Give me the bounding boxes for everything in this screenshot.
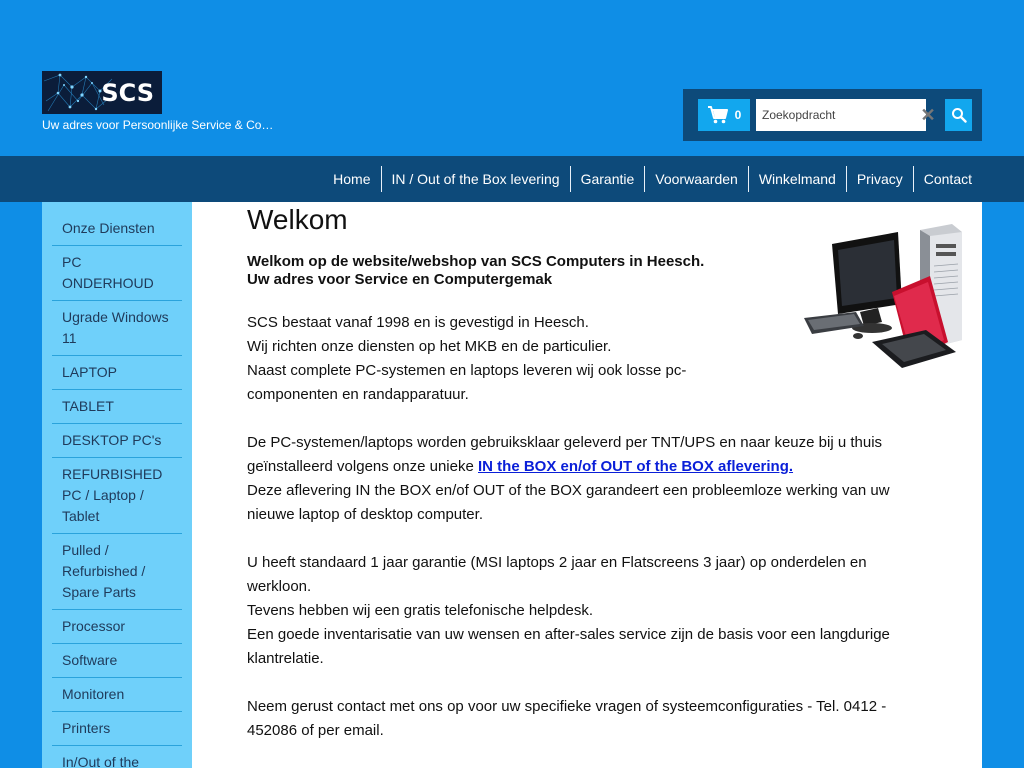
sidebar-item-in-out-box[interactable]: In/Out of the: [52, 746, 182, 768]
cart-button[interactable]: [698, 99, 750, 131]
sidebar-item-spare-parts[interactable]: Pulled / Refurbished / Spare Parts: [52, 534, 182, 610]
search-icon: [951, 107, 967, 123]
text-line: nieuwe laptop of desktop computer.: [247, 506, 483, 523]
nav-winkelmand[interactable]: Winkelmand: [748, 166, 846, 192]
text-line: Naast complete PC-systemen en laptops leveren wij ook losse pc-: [247, 362, 687, 379]
nav-home[interactable]: Home: [333, 171, 371, 187]
text-line: werkloon.: [247, 578, 312, 595]
text-fragment: geïnstalleerd volgens onze unieke: [247, 458, 478, 475]
text-line: SCS bestaat vanaf 1998 en is gevestigd in Heesch.: [247, 314, 589, 331]
main-navigation: [0, 156, 1024, 202]
sidebar-item-laptop[interactable]: LAPTOP: [52, 356, 182, 390]
text-line: U heeft standaard 1 jaar garantie (MSI laptops 2 jaar en Flatscreens 3 jaar) op onderdelen en: [247, 554, 867, 571]
intro-line: Uw adres voor Service en Computergemak: [247, 271, 553, 288]
nav-contact[interactable]: Contact: [913, 166, 982, 192]
text-line: Een goede inventarisatie van uw wensen en after-sales service zijn de basis voor een langdurige: [247, 626, 890, 643]
shop-bar: [683, 89, 982, 141]
sidebar-item-upgrade-windows[interactable]: Ugrade Windows 11: [52, 301, 182, 356]
text-line: [247, 455, 947, 479]
content-area: [42, 202, 982, 768]
intro-line: Welkom op de website/webshop van SCS Computers in Heesch.: [247, 253, 705, 270]
search-button[interactable]: [945, 99, 972, 131]
search-input[interactable]: [756, 99, 926, 131]
site-tagline: Uw adres voor Persoonlijke Service & Co…: [42, 118, 274, 132]
clear-search-icon[interactable]: ✕: [920, 104, 936, 125]
text-line: De PC-systemen/laptops worden gebruiksklaar geleverd per TNT/UPS en naar keuze bij u thuis: [247, 434, 883, 451]
sidebar-item-monitoren[interactable]: Monitoren: [52, 678, 182, 712]
sidebar-item-printers[interactable]: Printers: [52, 712, 182, 746]
text-line: 452086 of per email.: [247, 722, 384, 739]
cart-count: 0: [734, 108, 742, 122]
sidebar-item-pc-onderhoud[interactable]: PC ONDERHOUD: [52, 246, 182, 301]
sidebar: [42, 202, 192, 768]
sidebar-item-tablet[interactable]: TABLET: [52, 390, 182, 424]
computers-image: [802, 222, 967, 372]
paragraph-warranty: [247, 551, 947, 671]
logo-text: SCS: [101, 79, 154, 107]
nav-garantie[interactable]: Garantie: [570, 166, 645, 192]
nav-privacy[interactable]: Privacy: [846, 166, 913, 192]
paragraph-delivery: [247, 431, 947, 527]
text-line: componenten en randapparatuur.: [247, 386, 469, 403]
page-title: Welkom: [247, 204, 348, 235]
nav-voorwaarden[interactable]: Voorwaarden: [644, 166, 748, 192]
sidebar-item-desktop[interactable]: DESKTOP PC's: [52, 424, 182, 458]
text-line: klantrelatie.: [247, 650, 324, 667]
paragraph-contact: [247, 695, 947, 743]
cart-icon: [707, 106, 729, 124]
nav-in-out-of-the-box[interactable]: IN / Out of the Box levering: [381, 166, 570, 192]
in-out-box-link[interactable]: IN the BOX en/of OUT of the BOX aflevering.: [478, 458, 794, 475]
text-line: Wij richten onze diensten op het MKB en de particulier.: [247, 338, 612, 355]
sidebar-item-processor[interactable]: Processor: [52, 610, 182, 644]
text-line: Deze aflevering IN the BOX en/of OUT of the BOX garandeert een probleemloze werking van uw: [247, 482, 890, 499]
sidebar-item-onze-diensten[interactable]: Onze Diensten: [52, 202, 182, 246]
sidebar-item-software[interactable]: Software: [52, 644, 182, 678]
site-logo[interactable]: [42, 71, 162, 114]
sidebar-item-refurbished[interactable]: REFURBISHED PC / Laptop / Tablet: [52, 458, 182, 534]
text-line: Tevens hebben wij een gratis telefonische helpdesk.: [247, 602, 594, 619]
text-line: Neem gerust contact met ons op voor uw specifieke vragen of systeemconfiguraties - Tel. 0412 -: [247, 698, 887, 715]
